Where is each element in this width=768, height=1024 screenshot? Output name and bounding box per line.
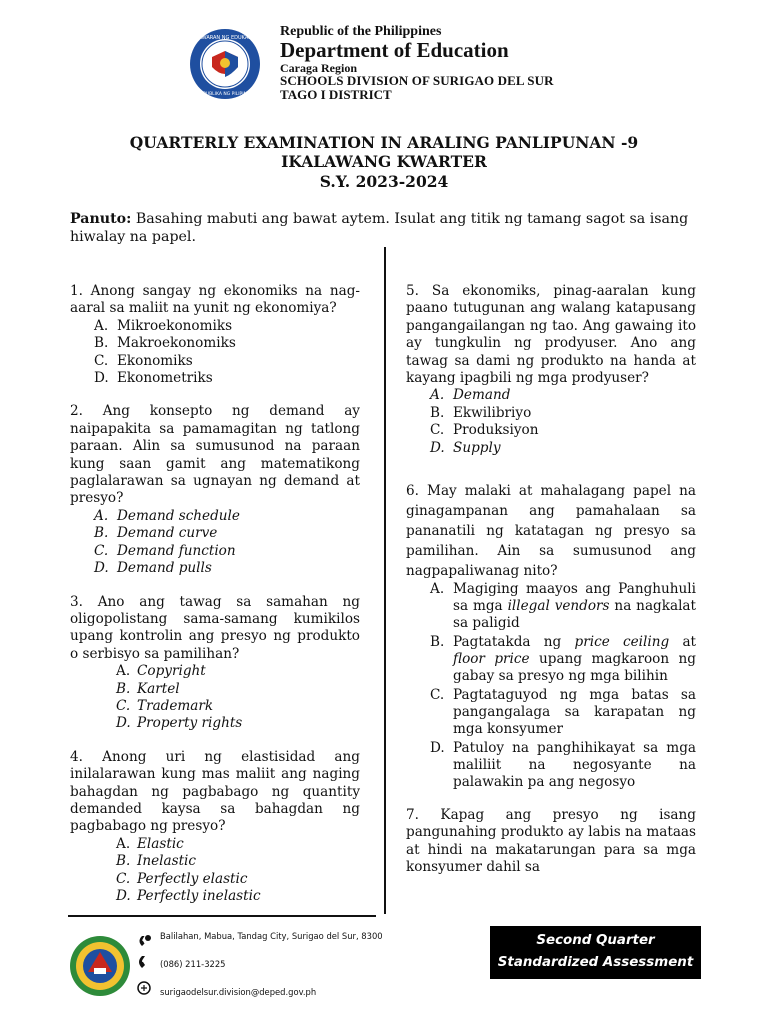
option-a[interactable]: A. Demand xyxy=(430,387,511,404)
email-icon xyxy=(138,982,150,994)
directions-text: Basahing mabuti ang bawat aytem. Isulat ang titik ng tamang sagot sa isang hiwalay na papel. xyxy=(70,211,689,245)
option-b[interactable]: B. Inelastic xyxy=(116,853,197,870)
question-stem: 7. Kapag ang presyo ng isang pangunahing produkto ay labis na mataas at hindi na makatarungan para sa mga konsyumer dahil sa xyxy=(406,807,696,876)
option-c[interactable]: C. Perfectly elastic xyxy=(116,870,248,887)
option-d[interactable]: D. Ekonometriks xyxy=(94,370,213,387)
option-a[interactable]: A. Copyright xyxy=(116,663,206,680)
header-republic: Republic of the Philippines xyxy=(280,24,442,39)
assessment-badge xyxy=(490,926,701,979)
option-b[interactable]: B. Pagtatakda ng price ceiling at floor price upang magkaroon ng gabay sa presyo ng mga bilihin xyxy=(430,634,697,685)
question-stem: 5. Sa ekonomiks, pinag-aaralan kung paano tutugunan ang walang katapusang pangangailangan ng tao. Ang gawaing ito ay tungkulin ng prodyuser. Ano ang tawag sa dami ng produkto na handa at kayang ipagbili ng mga prodyuser? xyxy=(406,283,696,387)
question-5 xyxy=(406,283,696,457)
option-b[interactable]: B. Kartel xyxy=(116,680,180,697)
svg-text:REPUBLIKA NG PILIPINAS: REPUBLIKA NG PILIPINAS xyxy=(197,92,253,97)
badge-line-1: Second Quarter xyxy=(536,933,655,948)
location-icon xyxy=(145,935,151,941)
phone-icon xyxy=(139,956,145,968)
option-a[interactable]: A. Elastic xyxy=(116,835,184,852)
header-department: Department of Education xyxy=(280,38,509,62)
badge-line-2: Standardized Assessment xyxy=(497,955,694,970)
exam-school-year: S.Y. 2023-2024 xyxy=(319,172,449,191)
question-6 xyxy=(406,481,696,791)
option-c[interactable]: C. Trademark xyxy=(116,697,214,714)
option-c[interactable]: C. Produksiyon xyxy=(430,422,539,439)
svg-text:KAGAWARAN NG EDUKASYON: KAGAWARAN NG EDUKASYON xyxy=(188,35,262,41)
option-c[interactable]: C. Ekonomiks xyxy=(94,352,193,369)
footer-phone: (086) 211-3225 xyxy=(160,959,226,969)
question-1 xyxy=(70,283,360,387)
option-a[interactable]: A. Magiging maayos ang Panghuhuli sa mga illegal vendors na nagkalat sa paligid xyxy=(430,581,697,632)
option-a[interactable]: A. Demand schedule xyxy=(94,507,240,524)
footer-rule xyxy=(68,915,376,917)
footer-email[interactable]: surigaodelsur.division@deped.gov.ph xyxy=(160,987,317,997)
question-7 xyxy=(406,807,696,877)
option-b[interactable]: B. Makroekonomiks xyxy=(94,335,236,352)
header-division: SCHOOLS DIVISION OF SURIGAO DEL SUR xyxy=(280,73,554,88)
question-3 xyxy=(70,594,360,733)
deped-seal-logo xyxy=(188,27,262,101)
footer-address: Balilahan, Mabua, Tandag City, Surigao del Sur, 8300 xyxy=(160,931,383,941)
left-column xyxy=(70,283,360,921)
option-d[interactable]: D. Supply xyxy=(430,439,501,456)
phone-icon xyxy=(140,936,145,946)
option-c[interactable]: C. Pagtataguyod ng mga batas sa pangangalaga sa karapatan ng mga konsyumer xyxy=(430,687,696,738)
question-stem: 3. Ano ang tawag sa samahan ng oligopolistang sama-samang kumikilos upang kontrolin ang presyo ng produkto o serbisyo sa pamilihan? xyxy=(70,593,360,662)
directions-label: Panuto: xyxy=(70,211,132,227)
question-stem: 2. Ang konsepto ng demand ay naipapakita sa pamamagitan ng tatlong paraan. Alin sa sumusunod na paraan kung saan gamit ang matematikong paglalarawan sa ugnayan ng demand at presyo? xyxy=(70,403,360,507)
question-stem: 1. Anong sangay ng ekonomiks na nag-aaral sa maliit na yunit ng ekonomiya? xyxy=(70,283,360,317)
exam-title: QUARTERLY EXAMINATION IN ARALING PANLIPUNAN -9 xyxy=(129,133,639,152)
option-d[interactable]: D. Demand pulls xyxy=(94,560,212,577)
option-d[interactable]: D. Property rights xyxy=(116,715,243,732)
question-stem: 4. Anong uri ng elastisidad ang inilalarawan kung mas maliit ang naging bahagdan ng pagbabago ng quantity demanded kaysa sa bahagdan ng pagbabago ng presyo? xyxy=(70,748,360,835)
directions xyxy=(70,210,700,246)
option-c[interactable]: C. Demand function xyxy=(94,542,236,559)
column-divider xyxy=(384,247,386,914)
option-d[interactable]: D. Perfectly inelastic xyxy=(116,888,261,904)
header-region: Caraga Region xyxy=(280,61,357,75)
question-4 xyxy=(70,749,360,906)
right-column xyxy=(406,283,696,893)
option-b[interactable]: B. Demand curve xyxy=(94,525,218,542)
option-b[interactable]: B. Ekwilibriyo xyxy=(430,404,532,421)
exam-quarter: IKALAWANG KWARTER xyxy=(281,152,487,171)
header-district: TAGO I DISTRICT xyxy=(280,87,392,102)
question-2 xyxy=(70,403,360,577)
option-d[interactable]: D. Patuloy na panghihikayat sa mga maliliit na negosyante na palawakin pa ang negosyo xyxy=(430,740,696,791)
option-a[interactable]: A. Mikroekonomiks xyxy=(94,317,233,334)
question-stem: 6. May malaki at mahalagang papel na ginagampanan ang pamahalaan sa pananatili ng katatagan ng presyo sa pamilihan. Ain sa sumusunod ang nagpapaliwanag nito? xyxy=(406,483,696,580)
division-logo xyxy=(68,930,158,1002)
